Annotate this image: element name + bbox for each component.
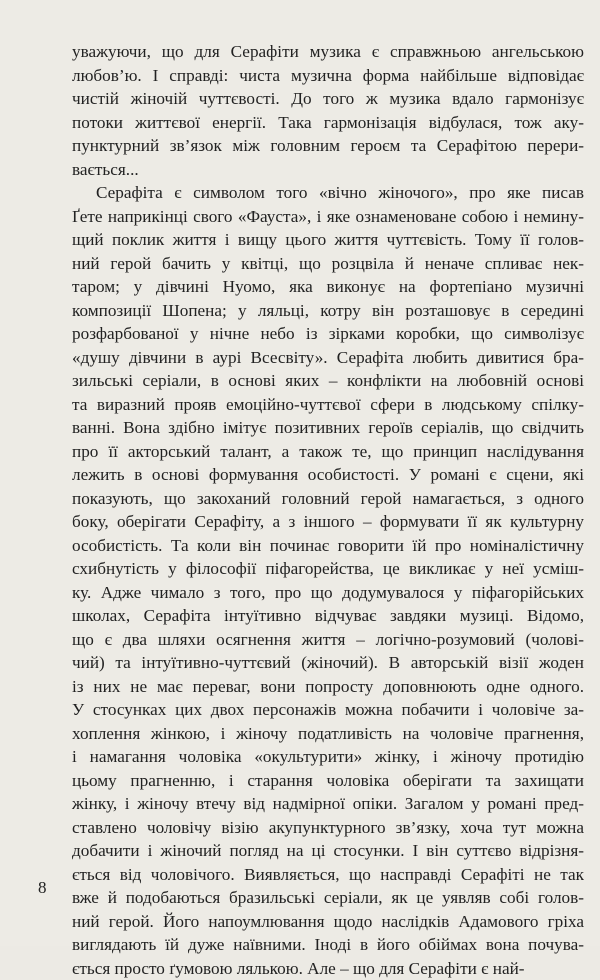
paragraph <box>72 181 584 980</box>
text-line: схибнутість у філософії піфагорейства, це викликає у неї усміш- <box>72 557 584 581</box>
text-line: уважуючи, що для Серафіти музика є справжньою ангельською <box>72 40 584 64</box>
text-line: про її акторський талант, а також те, що принцип наслідування <box>72 440 584 464</box>
text-line: вається... <box>72 158 584 182</box>
text-line: ється просто ґумовою лялькою. Але – що для Серафіти є най- <box>72 957 584 980</box>
text-line: чий) та інтуїтивно-чуттєвий (жіночий). В авторській візії жоден <box>72 651 584 675</box>
text-line: школах, Серафіта інтуїтивно відчуває завдяки музиці. Відомо, <box>72 604 584 628</box>
text-line: ванні. Вона здібно імітує позитивних героїв серіалів, що свідчить <box>72 416 584 440</box>
text-line: ку. Адже чимало з того, про що додумувалося у піфагорійських <box>72 581 584 605</box>
text-line: і намагання чоловіка «окультурити» жінку, і жіночу протидію <box>72 745 584 769</box>
text-line: та виразний прояв емоційно-чуттєвої сфери в людському спілку- <box>72 393 584 417</box>
body-text <box>72 40 584 980</box>
text-line: що є два шляхи осягнення життя – логічно-розумовий (чолові- <box>72 628 584 652</box>
text-line: У стосунках цих двох персонажів можна побачити і чоловіче за- <box>72 698 584 722</box>
text-line: Ґете наприкінці свого «Фауста», і яке ознаменоване собою і немину- <box>72 205 584 229</box>
text-line: хоплення жінкою, і жіночу податливість на чоловіче прагнення, <box>72 722 584 746</box>
text-line: цьому прагненню, і старання чоловіка оберігати та захищати <box>72 769 584 793</box>
text-line: виглядають їй дуже наївними. Іноді в його обіймах вона почува- <box>72 933 584 957</box>
text-line: добачити і жіночий погляд на ці стосунки. І він суттєво відрізня- <box>72 839 584 863</box>
text-line: таром; у дівчині Нуомо, яка виконує на фортепіано музичні <box>72 275 584 299</box>
text-line: лежить в основі формування особистості. У романі є сцени, які <box>72 463 584 487</box>
text-line: потоки життєвої енергії. Така гармонізація відбулася, тож аку- <box>72 111 584 135</box>
text-line: ний герой бачить у квітці, що розцвіла й неначе спливає нек- <box>72 252 584 276</box>
text-line-content: Серафіта є символом того «вічно жіночого», про яке писав <box>96 183 584 202</box>
text-line: любов’ю. І справді: чиста музична форма найбільше відповідає <box>72 64 584 88</box>
text-line: показують, що закоханий головний герой намагається, з одного <box>72 487 584 511</box>
paragraph <box>72 40 584 181</box>
text-line <box>72 181 584 205</box>
text-line: із них не має переваг, вони попросту доповнюють одне одного. <box>72 675 584 699</box>
text-line: щий поклик життя і вищу цього життя чуттєвість. Тому її голов- <box>72 228 584 252</box>
text-line: ється від чоловічого. Виявляється, що насправді Серафіті не так <box>72 863 584 887</box>
text-line: вже й подобаються бразильські серіали, як це уявляв собі голов- <box>72 886 584 910</box>
text-line: розфарбованої у нічне небо із зірками коробки, що символізує <box>72 322 584 346</box>
text-line: чистій жіночій чуттєвості. До того ж музика вдало гармонізує <box>72 87 584 111</box>
text-line: пунктурний зв’язок між головним героєм та Серафітою перери- <box>72 134 584 158</box>
text-line: «душу дівчини в аурі Всесвіту». Серафіта любить дивитися бра- <box>72 346 584 370</box>
text-line: зильські серіали, в основі яких – конфлікти на любовній основі <box>72 369 584 393</box>
text-line: особистість. Та коли він починає говорити їй про номіналістичну <box>72 534 584 558</box>
text-line: композиції Шопена; у ляльці, котру він розташовує в середині <box>72 299 584 323</box>
text-line: жінку, і жіночу втечу від надмірної опіки. Загалом у романі пред- <box>72 792 584 816</box>
text-line: ставлено чоловічу візію акупунктурного зв’язку, хоча тут можна <box>72 816 584 840</box>
text-line: боку, оберігати Серафіту, а з іншого – формувати її як культурну <box>72 510 584 534</box>
page-number: 8 <box>38 878 47 898</box>
text-line: ний герой. Його напоумлювання щодо наслідків Адамового гріха <box>72 910 584 934</box>
